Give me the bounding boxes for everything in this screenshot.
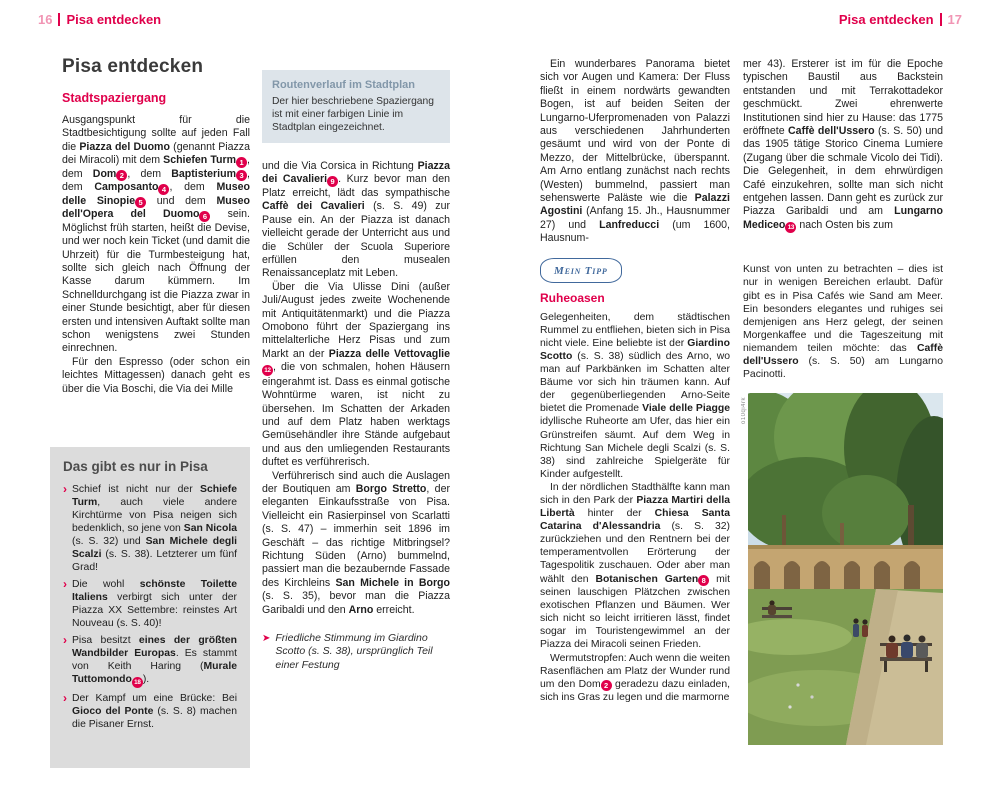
column-4 [743,58,943,745]
page-number-left: 16 [38,12,53,27]
header-divider [58,13,60,26]
map-marker-badge: 13 [785,222,796,233]
box-title: Das gibt es nur in Pisa [63,459,208,474]
tip-text-col4 [743,263,943,381]
header-title-right: Pisa entdecken [838,12,934,27]
mein-tipp-badge [540,258,622,283]
park-photo [741,393,943,745]
map-marker-badge: 2 [116,170,127,181]
body-text-col4 [743,58,943,233]
map-marker-badge: 4 [158,184,169,195]
tip-text-col3 [540,311,730,705]
map-marker-badge: 2 [601,680,612,691]
bullet-chevron-icon: › [63,482,67,496]
map-marker-badge: 8 [698,575,709,586]
bullet-list [63,483,237,731]
page-number-right: 17 [947,12,962,27]
bullet-text: Die wohl schönste Toilette Italiens verbirgt sich unter der Piazza XX Settembre: reinstes Art Nouveau (s. S. 40)! [72,579,237,629]
mein-tipp-label: Mein Tipp [554,264,608,277]
paragraph: und die Via Corsica in Richtung Piazza dei Cavalieri 9 . Kurz bevor man den Platz erreicht, lädt das sympathische Caffè dei Cavalieri (s. S. 49) zur Pause ein. An der Piazza ist danach vielleicht gerade der Unterricht aus und die Schüler der Scuola Superiore erfüllen den musealen Renaissanceplatz mit Leben. [262,160,451,280]
lawn [748,589,943,745]
map-marker-badge: 18 [132,677,143,688]
header-title-left: Pisa entdecken [66,12,162,27]
paragraph: Kunst von unten zu betrachten – dies ist nur in wenigen Bereichen erlaubt. Dafür gibt es in Pisa Cafés wie Sand am Meer. Ein besonders elegantes und ruhiges sei demjenigen ans Herz gelegt, der seinen Morgenkaffee und die Tageszeitung mit niemandem teilen möchte: das Caffè dell'Ussero (s. S. 50) am Lungarno Pacinotti. [743,264,943,381]
bullet-chevron-icon: › [63,690,67,705]
page-title: Pisa entdecken [62,56,204,77]
only-in-pisa-box [50,447,250,768]
map-marker-badge: 9 [327,176,338,187]
paragraph: mer 43). Ersterer ist im für die Epoche typischen Baustil aus Backstein entstanden und mit Terrakottadekor geschmückt. Zwei ehrenwerte Institutionen sind hier zu Hause: das 1775 eröffnete Caffè dell'Ussero (s. S. 50) und das 1905 tätige Storico Cinema Lumiere (Zugang über die schmale Vicolo dei Tidi). Die Gelegenheit, in dem ehrwürdigen Café einzukehren, sollte man sich nicht entgehen lassen. Dann geht es zurück zur Piazza Garibaldi und am Lungarno Mediceo 13 nach Osten bis zum [743,58,943,232]
bullet-text: Pisa besitzt eines der größten Wandbilder Europas. Es stammt von Keith Haring (Murale Tuttomondo 18 ). [72,635,237,686]
body-text-col2 [262,160,450,617]
paragraph: Ein wunderbares Panorama bietet sich vor Augen und Kamera: Der Fluss fließt in einem nordwärts gewandten Bogen, ist auf beiden Seiten der Lungarno-Uferpromenaden von Palazzi aus verschiedenen Jahrhunderten gesäumt und wird von der Ponte di Mezzo, der Mittelbrücke, überspannt. Am Arno entlang zunächst nach rechts (Westen) bummelnd, passiert man sehenswerte Paläste wie die Palazzi Agostini (Anfang 15. Jh., Hausnummer 27) und Lanfreducci (um 1600, Hausnum- [540,58,730,245]
bullet-text: Der Kampf um eine Brücke: Bei Gioco del Ponte (s. S. 8) machen die Pisaner Ernst. [72,692,237,730]
paragraph: Ausgangspunkt für die Stadtbesichtigung sollte auf jeden Fall die Piazza del Duomo (genannt Piazza dei Miracoli) mit dem Schiefen Turm 1 , dem Dom 2 , dem Baptisterium 3 , dem Camposanto 4 , dem Museo delle Sinopie 5 und dem Museo dell'Opera del Duomo 6 sein. Möglichst früh starten, heißt die Devise, und wer noch kein Ticket (und damit die Uhrzeit) für die Turmbesteigung hat, sollte sich gleich nach Öffnung der Kasse darum kümmern. Im Schnelldurchgang ist die Piazza zwar in einer Stunde besichtigt, aber für diesen ersten und intensiven Auftakt sollte man schon wenigstens zwei Stunden einrechnen. [62,114,250,355]
map-marker-badge: 3 [236,170,247,181]
paragraph: Über die Via Ulisse Dini (außer Juli/August jedes zweite Wochenende mit Antiquitätenmarkt) und die Piazza Omobono führt der Spaziergang ins mittelalterliche Herz Pisas und zum Markt an der Piazza delle Vettovaglie12 , die von schmalen, hohen Häusern eingerahmt ist. Dass es einmal gotische Wohntürme waren, ist nicht zu übersehen. Im Schatten der Arkaden und auf dem Platz haben werktags Gemüsehändler ihre Stände aufgebaut und aus den umliegenden Restaurants duftet es verführerisch. [262,280,450,469]
route-info-box [262,70,450,143]
map-marker-badge: 5 [135,197,146,208]
page-header-left [38,12,161,27]
photo-credit: o10qi4rk [741,397,747,425]
tip-title: Ruheoasen [540,290,605,305]
column-2 [262,70,450,672]
bullet-item [63,634,237,688]
paragraph: In der nördlichen Stadthälfte kann man sich in den Park der Piazza Martiri della Libertà hinter der Chiesa Santa Catarina d'Alessandria (s. S. 32) zurückziehen und den Rentnern bei der temperamentvollen Erörterung der Tagespolitik zuschauen. Oder aber man wählt den Botanischen Garten 8 mit seinen lauschigen Plätzchen zwischen exotischen Pflanzen und Bäumen. Wer sich nicht so leicht irritieren lässt, findet sogar im Touristengewimmel an der Piazza dei Miracoli seinen Frieden. [540,481,730,651]
column-3 [540,58,730,704]
route-box-title: Routenverlauf im Stadtplan [272,79,416,91]
bullet-item [63,483,237,574]
header-divider [940,13,942,26]
route-box-body: Der hier beschriebene Spaziergang ist mit einer farbigen Linie im Stadtplan eingezeichnet. [272,96,434,133]
paragraph: Verführerisch sind auch die Auslagen der Boutiquen am Borgo Stretto, der eleganten Einkaufsstraße von Pisa. Vielleicht ein Rasierpinsel von Scarlatti (s. S. 47) – immerhin seit 1896 im Geschäft – das richtige Mitbringsel? Richtung Süden (Arno) bummelnd, passiert man die bezaubernde Fassade des Kirchleins San Michele in Borgo (s. S. 35), bevor man die Piazza Garibaldi und den Arno erreicht. [262,469,451,616]
caption-text: Friedliche Stimmung im Giardino Scotto (s. S. 38), ursprünglich Teil einer Festung [275,632,433,671]
paragraph: Gelegenheiten, dem städtischen Rummel zu entfliehen, bieten sich in Pisa nicht viele. Eine beliebte ist der Giardino Scotto (s. S. 38) südlich des Arno, wo man auf Parkbänken im Schatten alter Bäume vor sich hin träumen kann. Auf der gegenüberliegenden Arno-Seite bietet die Promenade Viale delle Piagge idyllische Ruheorte am Ufer, das hier ein Grünstreifen säumt. Auf dem Weg in Richtung San Michele degli Scalzi (s. S. 38) sind zahlreiche Spielgeräte für Kinder aufgestellt. [540,311,731,480]
section-heading: Stadtspaziergang [62,91,167,105]
page-header-right [839,12,962,27]
map-marker-badge: 6 [199,211,210,222]
bullet-item [63,578,237,630]
map-marker-badge: 12 [262,365,273,376]
photo-caption [262,632,450,672]
map-marker-badge: 1 [236,157,247,168]
paragraph: Für den Espresso (oder schon ein leichtes Mittagessen) danach geht es über die Via Boschi, die Via dei Mille [62,355,250,395]
fortress-wall [748,545,943,589]
paragraph: Wermutstropfen: Auch wenn die weiten Rasenflächen am Platz der Wunder rund um den Dom 2 geradezu dazu einladen, sich ins Gras zu legen und die marmorne [540,652,731,704]
bullet-chevron-icon: › [63,633,67,647]
column-1 [62,56,250,396]
park-photo-illustration [748,393,943,745]
bullet-item [63,692,237,731]
body-text-col1 [62,114,250,396]
caption-arrow-icon: ➤ [262,633,271,644]
bullet-text: Schief ist nicht nur der Schiefe Turm, auch viele andere Kirchtürme von Pisa neigen sich bedenklich, so jene von San Nicola (s. S. 32) und San Michele degli Scalzi (s. S. 38). Letzterer um fünf Grad! [72,484,237,573]
bullet-chevron-icon: › [63,577,67,591]
body-text-col3 [540,58,730,246]
